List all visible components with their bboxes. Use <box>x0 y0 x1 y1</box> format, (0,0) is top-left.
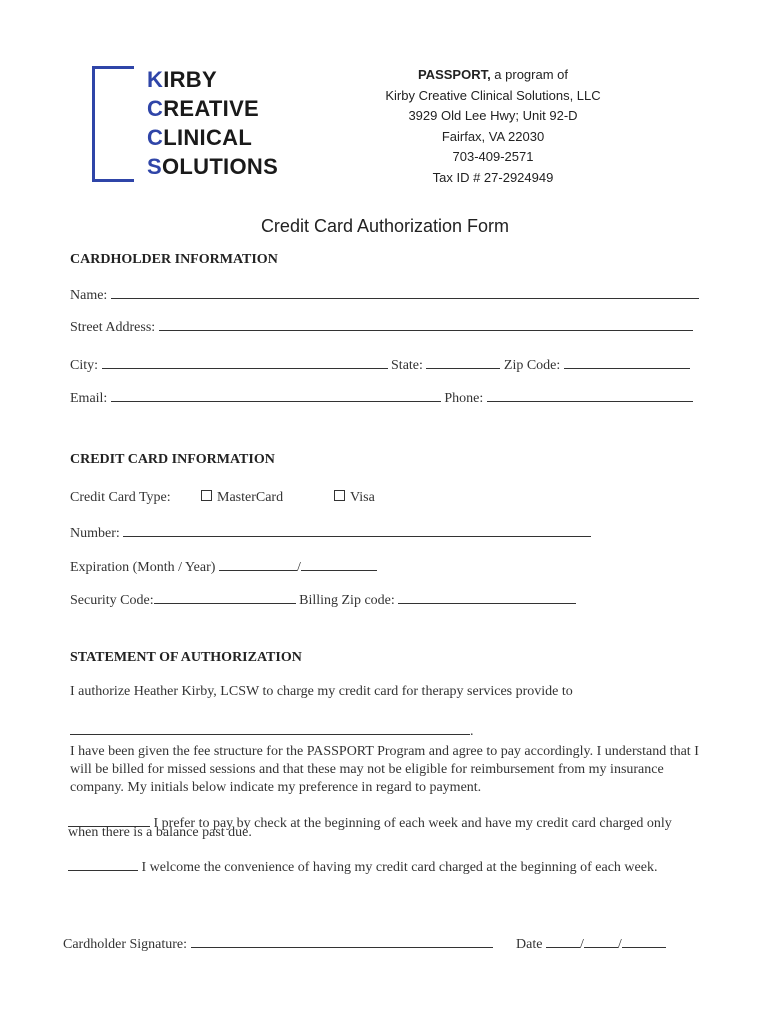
billing-zip-field[interactable] <box>398 591 576 604</box>
signature-field[interactable] <box>191 935 493 948</box>
check-option-continuation: when there is a balance past due. <box>68 825 252 840</box>
logo-line-4: SOLUTIONS <box>147 154 279 179</box>
city-label: City: <box>70 358 99 373</box>
expiration-label: Expiration (Month / Year) <box>70 560 216 575</box>
company-name: Kirby Creative Clinical Solutions, LLC <box>385 87 601 103</box>
cardholder-heading: CARDHOLDER INFORMATION <box>70 252 278 267</box>
street-field[interactable] <box>159 318 693 331</box>
check-option-text: I prefer to pay by check at the beginning of each week and have my credit card charged only <box>153 816 672 831</box>
security-code-field[interactable] <box>154 591 296 604</box>
services-recipient-row <box>70 722 474 740</box>
date-label: Date <box>516 937 543 952</box>
logo-line-3: CLINICAL <box>147 125 253 150</box>
email-row <box>70 389 693 407</box>
zip-field[interactable] <box>564 356 690 369</box>
date-separator-1: / <box>579 937 584 952</box>
expiration-year-field[interactable] <box>301 558 377 571</box>
date-row <box>516 935 666 953</box>
fee-structure-paragraph: I have been given the fee structure for the PASSPORT Program and agree to pay accordingly. I understand that I will be billed for missed sessions and that these may not be eligible for reimbursement from my insurance company. My initials below indicate my preference in regard to payment. <box>70 744 699 795</box>
org-phone: 703-409-2571 <box>452 149 534 164</box>
logo-line-2: CREATIVE <box>147 96 260 121</box>
state-label: State: <box>391 358 423 373</box>
card-number-field[interactable] <box>123 524 591 537</box>
expiration-row <box>70 558 377 576</box>
company-logo <box>92 66 279 182</box>
initials-card-row <box>68 858 657 876</box>
logo-line-1: KIRBY <box>147 67 217 92</box>
security-row <box>70 591 576 609</box>
organization-header <box>360 65 626 188</box>
name-row <box>70 286 699 304</box>
mastercard-checkbox[interactable] <box>201 490 212 501</box>
date-month-field[interactable] <box>546 935 580 948</box>
billing-zip-label: Billing Zip code: <box>299 593 395 608</box>
card-number-label: Number: <box>70 526 120 541</box>
date-day-field[interactable] <box>584 935 618 948</box>
signature-label: Cardholder Signature: <box>63 937 188 952</box>
card-number-row <box>70 524 591 542</box>
authorization-line: I authorize Heather Kirby, LCSW to charge my credit card for therapy services provide to <box>70 684 573 699</box>
address-line-2: Fairfax, VA 22030 <box>441 128 545 144</box>
phone-label: Phone: <box>444 391 484 406</box>
email-field[interactable] <box>111 389 441 402</box>
card-option-text: I welcome the convenience of having my credit card charged at the beginning of each week. <box>141 860 658 875</box>
visa-option[interactable] <box>334 490 375 506</box>
authorization-heading: STATEMENT OF AUTHORIZATION <box>70 650 302 665</box>
mastercard-option[interactable] <box>201 490 283 506</box>
street-label: Street Address: <box>70 320 156 335</box>
phone-field[interactable] <box>487 389 693 402</box>
date-year-field[interactable] <box>622 935 666 948</box>
logo-frame-bottom <box>92 179 134 182</box>
state-field[interactable] <box>426 356 500 369</box>
expiration-month-field[interactable] <box>219 558 297 571</box>
initials-card-field[interactable] <box>68 858 138 871</box>
card-heading: CREDIT CARD INFORMATION <box>70 452 275 467</box>
name-field[interactable] <box>111 286 699 299</box>
form-title: Credit Card Authorization Form <box>260 216 510 236</box>
city-row <box>70 356 690 374</box>
logo-frame-left <box>92 66 95 182</box>
services-recipient-field[interactable] <box>70 722 470 735</box>
mastercard-label: MasterCard <box>217 490 284 505</box>
signature-row <box>63 935 493 953</box>
period: . <box>470 724 474 739</box>
city-field[interactable] <box>102 356 388 369</box>
tax-id: Tax ID # 27-2924949 <box>432 169 554 185</box>
security-code-label: Security Code: <box>70 593 154 608</box>
zip-label: Zip Code: <box>503 358 561 373</box>
name-label: Name: <box>70 288 108 303</box>
email-label: Email: <box>70 391 108 406</box>
street-row <box>70 318 693 336</box>
logo-frame-top <box>92 66 134 69</box>
address-line-1: 3929 Old Lee Hwy; Unit 92-D <box>408 108 578 123</box>
card-type-label: Credit Card Type: <box>70 490 171 505</box>
visa-checkbox[interactable] <box>334 490 345 501</box>
card-type-row <box>70 490 171 506</box>
date-separator-2: / <box>617 937 622 952</box>
expiration-separator: / <box>296 560 301 575</box>
program-line: PASSPORT, a program of <box>417 67 569 82</box>
visa-label: Visa <box>350 490 375 505</box>
